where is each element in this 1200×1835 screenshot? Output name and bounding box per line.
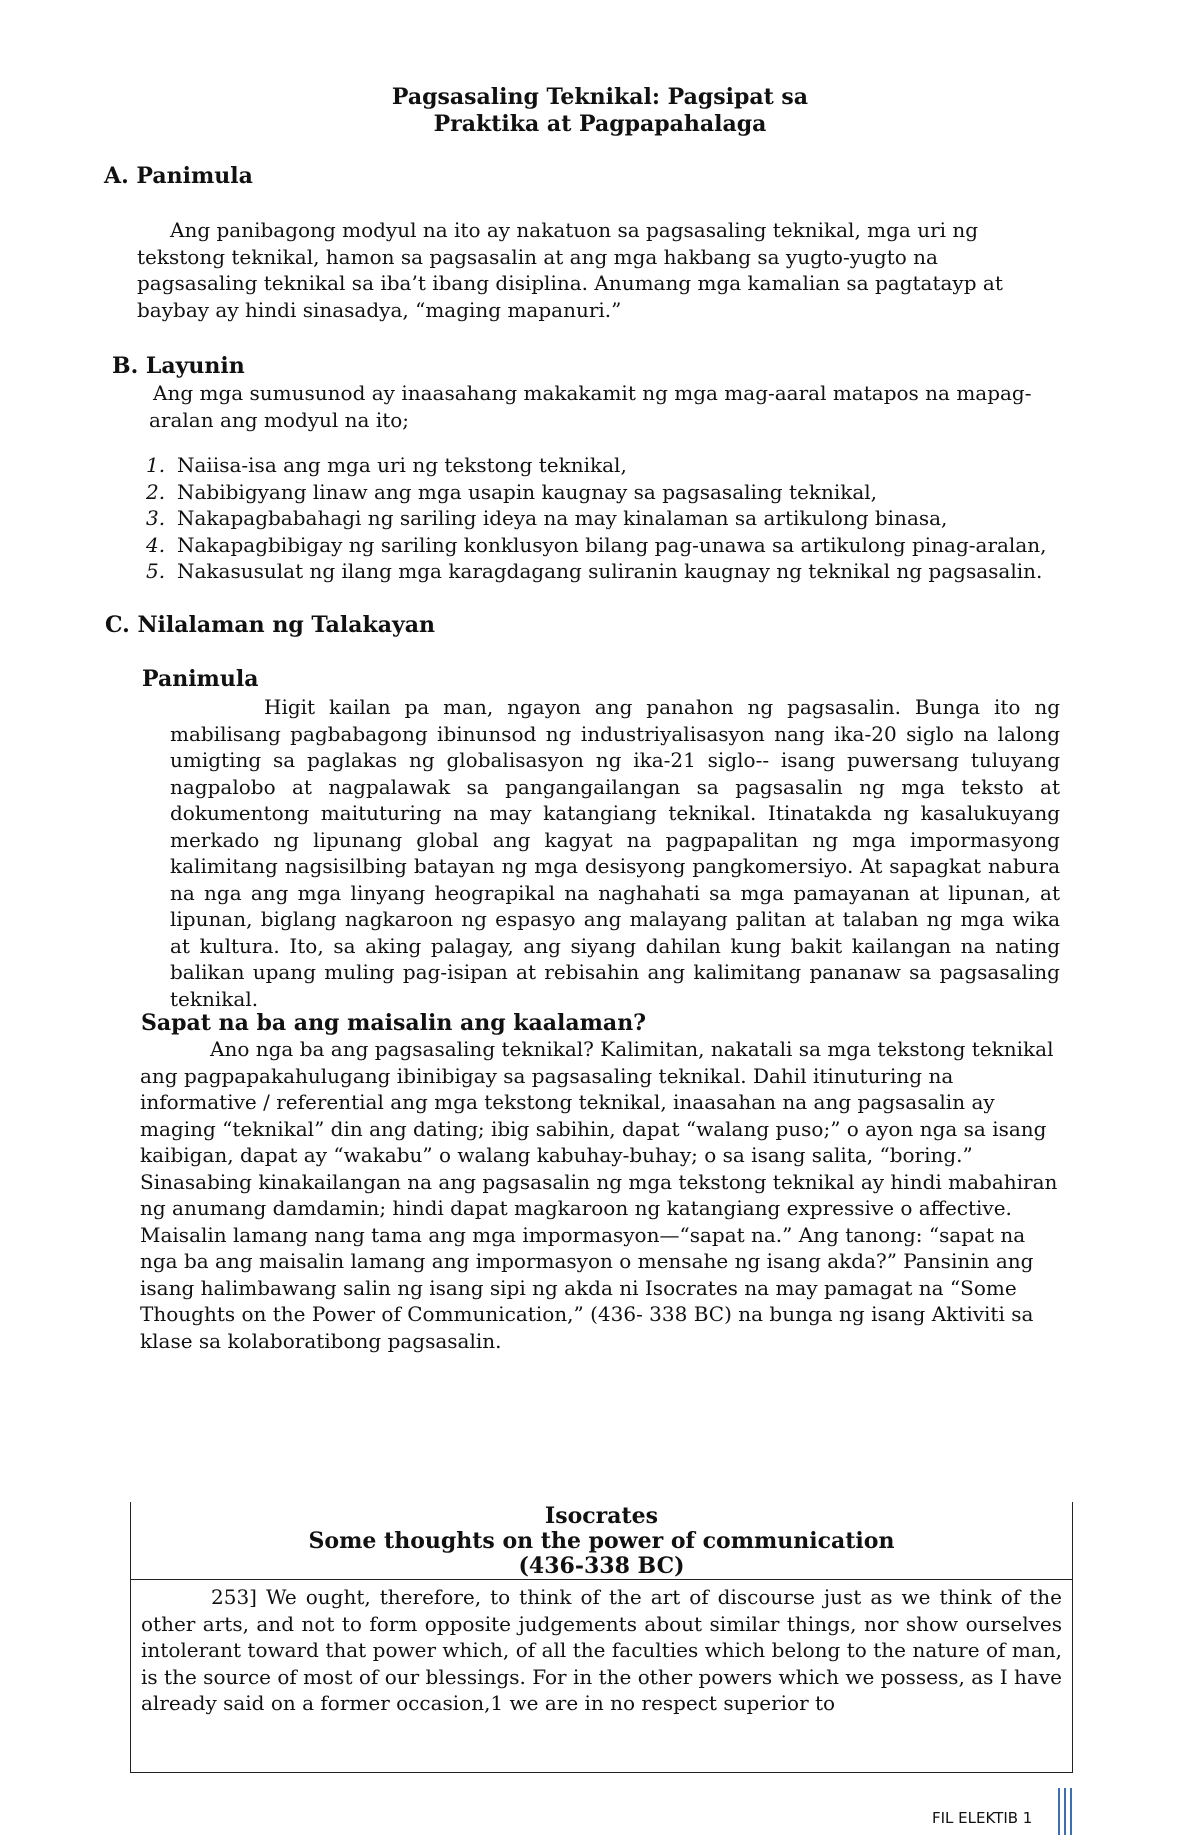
list-number: 1. [146,453,166,477]
section-d-text: Ano nga ba ang pagsasaling teknikal? Kalimitan, nakatali sa mga tekstong teknikal ang pagpapakahulugang ibinibigay sa pagsasaling teknikal. Dahil itinuturing na informative / referential ang mga tekstong teknikal, inaasahan na ang pagsasalin ay maging “teknikal” din ang dating; ibig sabihin, dapat “walang puso;” o ayon nga sa isang kaibigan, dapat ay “wakabu” o walang kabuhay-buhay; o sa isang salita, “boring.” Sinasabing kinakailangan na ang pagsasalin ng mga tekstong teknikal ay hindi mabahiran ng anumang damdamin; hindi dapat magkaroon ng katangiang expressive o affective. Maisalin lamang nang tama ang mga impormasyon—“sapat na.” Ang tanong: “sapat na nga ba ang maisalin lamang ang impormasyon o mensahe ng isang akda?” Pansinin ang isang halimbawang salin ng isang sipi ng akda ni Isocrates na may pamagat na “Some Thoughts on the Power of Communication,” (436- 338 BC) na bunga ng isang Aktiviti sa klase sa kolaboratibong pagsasalin. [140,1037,1058,1353]
list-number: 5. [146,559,166,583]
quote-body [131,1580,1072,1717]
title-line-1: Pagsasaling Teknikal: Pagsipat sa [391,84,809,110]
title-line-2: Praktika at Pagpapahalaga [433,111,767,137]
section-b-intro: Ang mga sumusunod ay inaasahang makakamit ng mga mag-aaral matapos na mapag-aralan ang modyul na ito; [149,381,1032,432]
list-text: Nakapagbabahagi ng sariling ideya na may kinalaman sa artikulong binasa, [177,506,948,530]
document-title [300,84,900,138]
list-item [146,452,1106,479]
footer-bars-icon [1058,1788,1074,1835]
quote-table [130,1502,1073,1773]
list-item [146,558,1106,585]
section-c-heading: C. Nilalaman ng Talakayan [105,612,436,638]
list-item [146,505,1106,532]
section-a-heading: A. Panimula [104,163,253,189]
section-a-text: Ang panibagong modyul na ito ay nakatuon sa pagsasaling teknikal, mga uri ng tekstong teknikal, hamon sa pagsasalin at ang mga hakbang sa yugto-yugto na pagsasaling teknikal sa iba’t ibang disiplina. Anumang mga kamalian sa pagtatayp at baybay ay hindi sinasadya, “maging mapanuri.” [137,218,1003,322]
list-text: Nakasusulat ng ilang mga karagdagang suliranin kaugnay ng teknikal ng pagsasalin. [177,559,1043,583]
objectives-list [146,452,1106,585]
list-item [146,479,1106,506]
footer-label: FIL ELEKTIB 1 [932,1809,1033,1827]
section-c-text: Higit kailan pa man, ngayon ang panahon ng pagsasalin. Bunga ito ng mabilisang pagbabagong ibinunsod ng industriyalisasyon nang ika-20 siglo na lalong umigting sa paglakas ng globalisasyon ng ika-21 siglo-- isang puwersang tuluyang nagpalobo at nagpalawak sa pangangailangan sa pagsasalin ng mga teksto at dokumentong maituturing na may katangiang teknikal. Itinatakda ng kasalukuyang merkado ng lipunang global ang kagyat na pagpapalitan ng mga impormasyong kalimitang nagsisilbing batayan ng mga desisyong pangkomersiyo. At sapagkat nabura na nga ang mga linyang heograpikal na naghahati sa mga pamayanan at lipunan, at lipunan, biglang nagkaroon ng espasyo ang malayang palitan at talaban ng mga wika at kultura. Ito, sa aking palagay, ang siyang dahilan kung bakit kailangan na nating balikan upang muling pag-isipan at rebisahin ang kalimitang pananaw sa pagsasaling teknikal. [170,695,1060,1011]
section-b-heading: B. Layunin [112,353,245,379]
list-number: 2. [146,479,166,504]
list-text: Nabibigyang linaw ang mga usapin kaugnay sa pagsasaling teknikal, [177,479,878,504]
section-c-subheading: Panimula [142,666,259,692]
list-text: Nakapagbibigay ng sariling konklusyon bilang pag-unawa sa artikulong pinag-aralan, [177,532,1047,557]
quote-header [131,1502,1072,1580]
list-number: 4. [146,532,166,557]
list-item [146,532,1106,559]
quote-work-title: Some thoughts on the power of communication [308,1528,895,1554]
quote-years: (436-338 BC) [518,1553,685,1579]
quote-author: Isocrates [544,1503,659,1529]
list-text: Naiisa-isa ang mga uri ng tekstong teknikal, [177,453,627,477]
list-number: 3. [146,506,166,530]
section-d-subheading: Sapat na ba ang maisalin ang kaalaman? [141,1010,647,1036]
quote-text: 253] We ought, therefore, to think of the art of discourse just as we think of the other arts, and not to form opposite judgements about similar things, nor show ourselves intolerant toward that power which, of all the faculties which belong to the nature of man, is the source of most of our blessings. For in the other powers which we possess, as I have already said on a former occasion,1 we are in no respect superior to [141,1585,1062,1715]
